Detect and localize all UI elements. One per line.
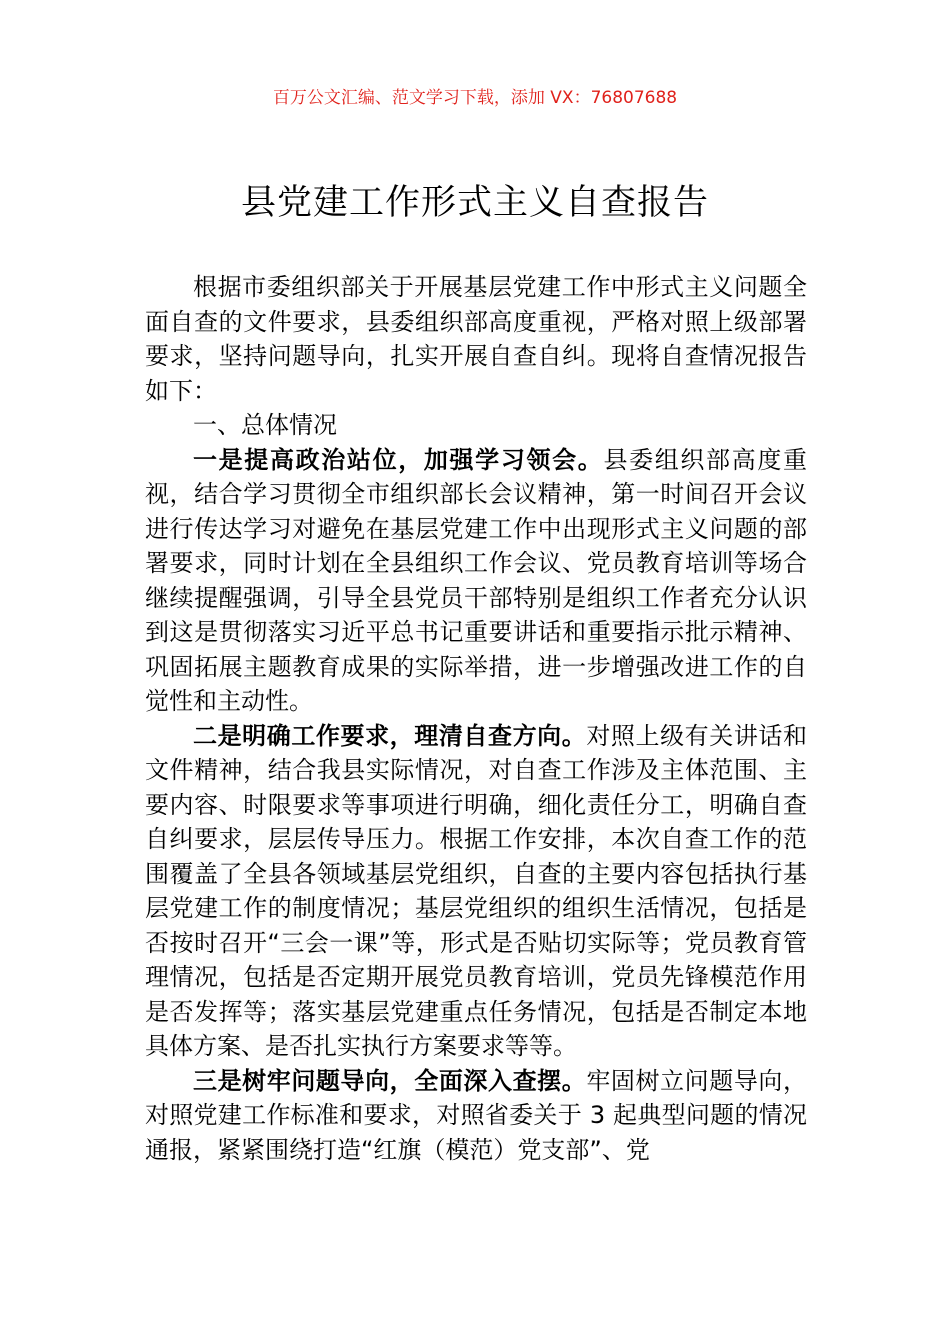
paragraph-lead: 一是提高政治站位，加强学习领会。 <box>193 445 604 474</box>
paragraph-text: 县委组织部高度重视，结合学习贯彻全市组织部长会议精神，第一时间召开会议进行传达学习对避免在基层党建工作中出现形式主义问题的部署要求，同时计划在全县组织工作会议、党员教育培训等场合继续提醒强调，引导全县党员干部特别是组织工作者充分认识到这是贯彻落实习近平总书记重要讲话和重要指示批示精神、巩固拓展主题教育成果的实际举措，进一步增强改进工作的自觉性和主动性。 <box>145 445 808 715</box>
paragraph-intro <box>145 270 807 408</box>
paragraph-point-1 <box>145 443 807 719</box>
header-note: 百万公文汇编、范文学习下载，添加 VX：76807688 <box>272 88 678 108</box>
paragraph-lead: 三是树牢问题导向，全面深入查摆。 <box>193 1066 587 1095</box>
paragraph-text: 一、总体情况 <box>193 411 337 439</box>
paragraph-text: 对照上级有关讲话和文件精神，结合我县实际情况，对自查工作涉及主体范围、主要内容、时限要求等事项进行明确，细化责任分工，明确自查自纠要求，层层传导压力。根据工作安排，本次自查工作的范围覆盖了全县各领域基层党组织，自查的主要内容包括执行基层党建工作的制度情况；基层党组织的组织生活情况，包括是否按时召开“三会一课”等，形式是否贴切实际等；党员教育管理情况，包括是否定期开展党员教育培训，党员先锋模范作用是否发挥等；落实基层党建重点任务情况，包括是否制定本地具体方案、是否扎实执行方案要求等等。 <box>145 721 808 1060</box>
document-title: 县党建工作形式主义自查报告 <box>240 183 709 223</box>
paragraph-point-2 <box>145 719 807 1064</box>
paragraph-lead: 二是明确工作要求，理清自查方向。 <box>193 721 587 750</box>
document-body <box>145 270 807 1167</box>
paragraph-text: 牢固树立问题导向，对照党建工作标准和要求，对照省委关于 3 起典型问题的情况通报，紧紧围绕打造“红旗（模范）党支部”、党 <box>145 1066 808 1164</box>
paragraph-point-3 <box>145 1064 807 1168</box>
paragraph-text: 根据市委组织部关于开展基层党建工作中形式主义问题全面自查的文件要求，县委组织部高度重视，严格对照上级部署要求，坚持问题导向，扎实开展自查自纠。现将自查情况报告如下： <box>145 273 807 405</box>
section-heading <box>145 408 807 443</box>
